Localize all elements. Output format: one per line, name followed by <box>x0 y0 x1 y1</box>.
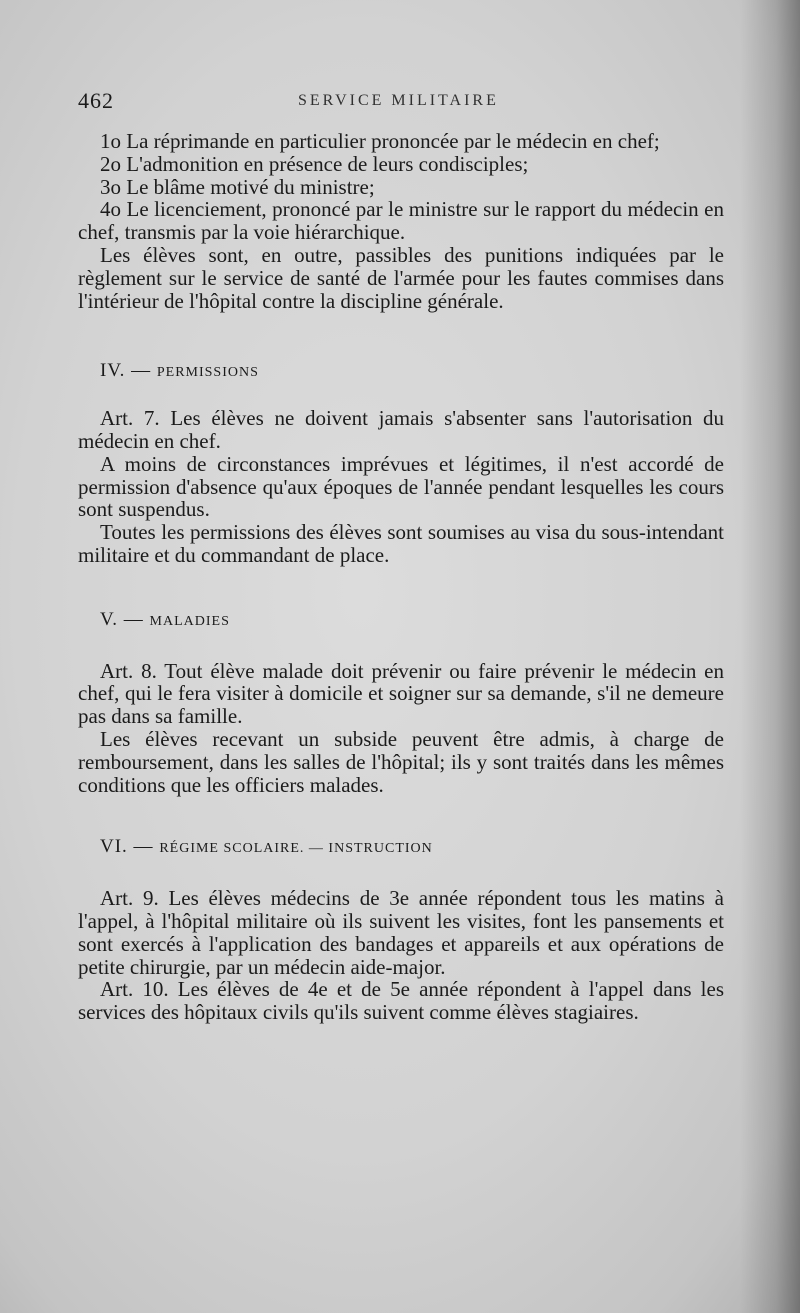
section-heading-v <box>78 609 724 634</box>
page-edge-shadow <box>740 0 800 1313</box>
section-title: RÉGIME SCOLAIRE. — INSTRUCTION <box>159 841 433 857</box>
section-number: VI. — <box>100 836 154 858</box>
list-item-4: 4o Le licenciement, prononcé par le ministre sur le rapport du médecin en chef, transmis par la voie hiérarchique. <box>78 197 724 245</box>
page-body <box>78 130 724 1024</box>
article-9: Art. 9. Les élèves médecins de 3e année répondent tous les matins à l'appel, à l'hôpital militaire où ils suivent les visites, font les pansements et sont exercés à l'application des bandages et appareils et aux opérations de petite chirurgie, par un médecin aide-major. <box>78 886 724 979</box>
section-heading-iv <box>78 360 724 385</box>
list-item-1: 1o La réprimande en particulier prononcée par le médecin en chef; <box>100 129 660 153</box>
running-head: SERVICE MILITAIRE <box>298 92 499 109</box>
article-8: Art. 8. Tout élève malade doit prévenir ou faire prévenir le médecin en chef, qui le fera visiter à domicile et soigner sur sa demande, s'il ne demeure pas dans sa famille. <box>78 658 724 729</box>
page-header <box>78 88 718 118</box>
section-number: V. — <box>100 608 144 630</box>
article-10: Art. 10. Les élèves de 4e et de 5e année répondent à l'appel dans les services des hôpitaux civils qu'ils suivent comme élèves stagiaires. <box>78 977 724 1025</box>
section-title: PERMISSIONS <box>156 365 259 381</box>
page-number: 462 <box>78 88 114 113</box>
list-item-2: 2o L'admonition en présence de leurs condisciples; <box>100 151 529 176</box>
paragraph-permissions: Toutes les permissions des élèves sont soumises au visa du sous-intendant militaire et du commandant de place. <box>78 520 724 567</box>
paragraph-subside: Les élèves recevant un subside peuvent être admis, à charge de remboursement, dans les salles de l'hôpital; ils y sont traités dans les mêmes conditions que les officiers malades. <box>78 726 724 797</box>
section-heading-vi <box>78 836 724 861</box>
section-title: MALADIES <box>149 613 230 629</box>
list-item-3: 3o Le blâme motivé du ministre; <box>100 174 375 199</box>
article-7: Art. 7. Les élèves ne doivent jamais s'absenter sans l'autorisation du médecin en chef. <box>78 406 724 453</box>
section-number: IV. — <box>100 360 152 382</box>
paragraph-circonstances: A moins de circonstances imprévues et légitimes, il n'est accordé de permission d'absence qu'aux époques de l'année pendant lesquelles les cours sont suspendus. <box>78 451 724 522</box>
paragraph-punitions: Les élèves sont, en outre, passibles des punitions indiquées par le règlement sur le service de santé de l'armée pour les fautes commises dans l'intérieur de l'hôpital contre la discipline générale. <box>78 242 724 313</box>
